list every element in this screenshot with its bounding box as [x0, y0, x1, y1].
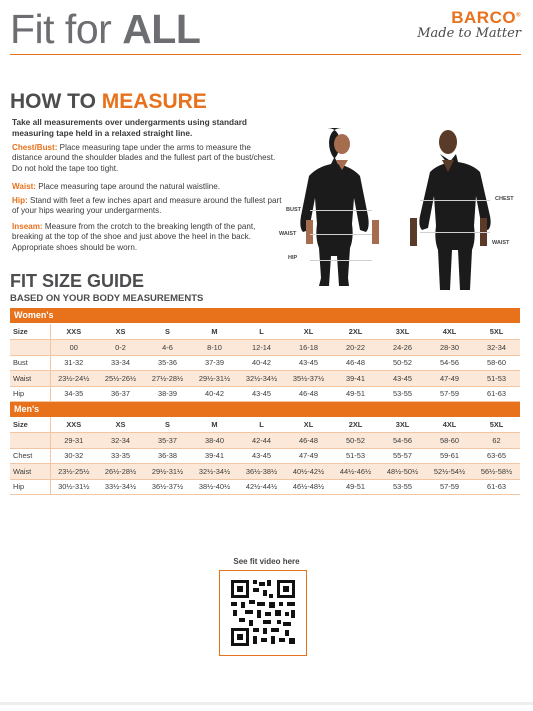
numeric-size-cell: 58-60 [426, 433, 473, 449]
hip-instruction [12, 196, 282, 217]
numeric-size-cell: 12-14 [238, 340, 285, 356]
table-cell: 46-48 [285, 386, 332, 402]
qr-caption: See fit video here [233, 557, 300, 566]
table-cell: 36-38 [144, 448, 191, 464]
empty-label [10, 340, 50, 356]
size-cell: M [191, 324, 238, 340]
label-waist-left: WAIST [279, 231, 297, 237]
womens-size-table [10, 324, 520, 402]
waist-text: Place measuring tape around the natural waistline. [35, 182, 221, 191]
size-cell: 2XL [332, 417, 379, 433]
row-label: Bust [10, 355, 50, 371]
inseam-term: Inseam: [12, 222, 43, 231]
bust-measure-line [310, 210, 372, 211]
qr-code-icon [229, 578, 297, 648]
table-cell: 35-36 [144, 355, 191, 371]
table-cell: 30-32 [50, 448, 97, 464]
table-cell: 47-49 [285, 448, 332, 464]
header-divider [10, 54, 521, 55]
table-cell: 26½-28½ [97, 464, 144, 480]
table-cell: 47-49 [426, 371, 473, 387]
size-cell: 3XL [379, 417, 426, 433]
table-cell: 52½-54½ [426, 464, 473, 480]
title-bold: ALL [122, 6, 201, 52]
size-cell: S [144, 324, 191, 340]
size-label: Size [10, 417, 50, 433]
table-cell: 48½-50½ [379, 464, 426, 480]
numeric-size-cell: 32-34 [97, 433, 144, 449]
mens-size-table [10, 417, 520, 495]
table-cell: 38½-40½ [191, 479, 238, 495]
row-label: Chest [10, 448, 50, 464]
table-cell: 33-35 [97, 448, 144, 464]
brand-logo [411, 8, 521, 41]
table-cell: 33-34 [97, 355, 144, 371]
size-cell: 5XL [473, 324, 520, 340]
size-cell: 4XL [426, 324, 473, 340]
table-cell: 31-32 [50, 355, 97, 371]
brand-mark: ® [516, 12, 521, 19]
label-chest: CHEST [495, 196, 514, 202]
models-illustration [280, 120, 525, 310]
size-label: Size [10, 324, 50, 340]
size-cell: XS [97, 417, 144, 433]
label-waist-right: WAIST [492, 240, 510, 246]
table-cell: 61-63 [473, 386, 520, 402]
chest-measure-line [420, 200, 490, 201]
table-cell: 43-45 [238, 386, 285, 402]
size-cell: XXS [50, 417, 97, 433]
table-row [10, 479, 520, 495]
table-cell: 43-45 [379, 371, 426, 387]
numeric-size-cell: 42-44 [238, 433, 285, 449]
table-cell: 23½-25½ [50, 464, 97, 480]
size-cell: 4XL [426, 417, 473, 433]
row-label: Hip [10, 479, 50, 495]
size-cell: XL [285, 417, 332, 433]
table-cell: 32½-34½ [238, 371, 285, 387]
row-label: Waist [10, 371, 50, 387]
how-title-part1: HOW TO [10, 90, 96, 113]
size-cell: XXS [50, 324, 97, 340]
table-cell: 43-45 [238, 448, 285, 464]
numeric-size-cell: 46-48 [285, 433, 332, 449]
chest-bust-text: Place measuring tape under the arms to measure the distance around the shoulder blades and the fullest part of the bust/chest. Do not hold the tape too tight. [12, 143, 276, 173]
table-cell: 25½-26½ [97, 371, 144, 387]
brand-tagline: Made to Matter [417, 26, 521, 41]
size-cell: XL [285, 324, 332, 340]
label-bust: BUST [286, 207, 301, 213]
table-cell: 43-45 [285, 355, 332, 371]
table-cell: 46½-48½ [285, 479, 332, 495]
waist-instruction [12, 182, 282, 192]
numeric-size-cell: 24-26 [379, 340, 426, 356]
row-label: Waist [10, 464, 50, 480]
numeric-size-cell: 20-22 [332, 340, 379, 356]
numeric-size-cell: 38-40 [191, 433, 238, 449]
table-cell: 57-59 [426, 479, 473, 495]
waist-measure-line-left [310, 234, 372, 235]
how-to-measure-heading [10, 90, 207, 114]
woman-figure [300, 128, 379, 286]
table-cell: 46-48 [332, 355, 379, 371]
table-row [10, 386, 520, 402]
numeric-size-cell: 32-34 [473, 340, 520, 356]
table-cell: 37-39 [191, 355, 238, 371]
table-cell: 50-52 [379, 355, 426, 371]
table-cell: 29½-31½ [191, 371, 238, 387]
page-title [10, 6, 200, 53]
size-cell: 3XL [379, 324, 426, 340]
size-cell: S [144, 417, 191, 433]
table-cell: 32½-34½ [191, 464, 238, 480]
table-row [10, 340, 520, 356]
table-cell: 61-63 [473, 479, 520, 495]
table-cell: 29½-31½ [144, 464, 191, 480]
fit-size-guide-subtitle: BASED ON YOUR BODY MEASUREMENTS [10, 293, 204, 304]
table-row [10, 448, 520, 464]
title-regular: Fit for [10, 6, 112, 52]
numeric-size-cell: 54-56 [379, 433, 426, 449]
size-cell: L [238, 417, 285, 433]
table-cell: 40-42 [191, 386, 238, 402]
table-cell: 23½-24½ [50, 371, 97, 387]
table-cell: 34-35 [50, 386, 97, 402]
table-cell: 51-53 [473, 371, 520, 387]
numeric-size-cell: 29-31 [50, 433, 97, 449]
table-row [10, 324, 520, 340]
size-cell: L [238, 324, 285, 340]
table-cell: 58-60 [473, 355, 520, 371]
numeric-size-cell: 50-52 [332, 433, 379, 449]
inseam-instruction [12, 222, 282, 253]
row-label: Hip [10, 386, 50, 402]
table-cell: 42½-44½ [238, 479, 285, 495]
table-cell: 40-42 [238, 355, 285, 371]
chest-bust-term: Chest/Bust: [12, 143, 58, 152]
waist-measure-line-right [420, 232, 490, 233]
table-cell: 49-51 [332, 479, 379, 495]
table-cell: 27½-28½ [144, 371, 191, 387]
table-cell: 51-53 [332, 448, 379, 464]
chest-bust-instruction [12, 143, 282, 174]
hip-term: Hip: [12, 196, 28, 205]
size-cell: XS [97, 324, 144, 340]
table-cell: 56½-58½ [473, 464, 520, 480]
measure-intro: Take all measurements over undergarments using standard measuring tape held in a relaxed straight line. [12, 117, 248, 138]
numeric-size-cell: 00 [50, 340, 97, 356]
table-cell: 39-41 [332, 371, 379, 387]
numeric-size-cell: 62 [473, 433, 520, 449]
table-cell: 38-39 [144, 386, 191, 402]
waist-term: Waist: [12, 182, 36, 191]
how-title-part2: MEASURE [101, 90, 207, 113]
size-cell: 5XL [473, 417, 520, 433]
table-cell: 40½-42½ [285, 464, 332, 480]
table-cell: 53-55 [379, 479, 426, 495]
empty-label [10, 433, 50, 449]
hip-text: Stand with feet a few inches apart and measure around the fullest part of your hips wearing your undergarments. [12, 196, 282, 216]
numeric-size-cell: 28-30 [426, 340, 473, 356]
size-cell: M [191, 417, 238, 433]
mens-section-bar: Men's [10, 402, 520, 417]
table-cell: 30½-31½ [50, 479, 97, 495]
table-cell: 36½-37½ [144, 479, 191, 495]
hip-measure-line [310, 260, 372, 261]
table-cell: 63-65 [473, 448, 520, 464]
numeric-size-cell: 35-37 [144, 433, 191, 449]
table-cell: 35½-37½ [285, 371, 332, 387]
brand-name: BARCO [451, 8, 517, 27]
table-cell: 33½-34½ [97, 479, 144, 495]
table-cell: 59-61 [426, 448, 473, 464]
qr-code-link[interactable] [219, 570, 307, 656]
table-cell: 44½-46½ [332, 464, 379, 480]
table-cell: 54-56 [426, 355, 473, 371]
table-cell: 39-41 [191, 448, 238, 464]
table-cell: 36-37 [97, 386, 144, 402]
table-cell: 36½-38½ [238, 464, 285, 480]
table-row [10, 417, 520, 433]
table-cell: 49-51 [332, 386, 379, 402]
inseam-text: Measure from the crotch to the breaking length of the pant, breaking at the top of the shoe and just above the heel in the back. Appropriate shoes should be worn. [12, 222, 256, 252]
table-cell: 55-57 [379, 448, 426, 464]
measurement-figures [280, 120, 525, 310]
table-row [10, 433, 520, 449]
table-cell: 53-55 [379, 386, 426, 402]
table-cell: 57-59 [426, 386, 473, 402]
numeric-size-cell: 16-18 [285, 340, 332, 356]
numeric-size-cell: 4-6 [144, 340, 191, 356]
table-row [10, 464, 520, 480]
numeric-size-cell: 8-10 [191, 340, 238, 356]
numeric-size-cell: 0-2 [97, 340, 144, 356]
man-figure [410, 130, 491, 290]
size-cell: 2XL [332, 324, 379, 340]
table-row [10, 355, 520, 371]
footer-divider [0, 702, 533, 705]
fit-size-guide-title: FIT SIZE GUIDE [10, 271, 145, 291]
womens-section-bar: Women's [10, 308, 520, 323]
label-hip: HIP [288, 255, 298, 261]
table-row [10, 371, 520, 387]
